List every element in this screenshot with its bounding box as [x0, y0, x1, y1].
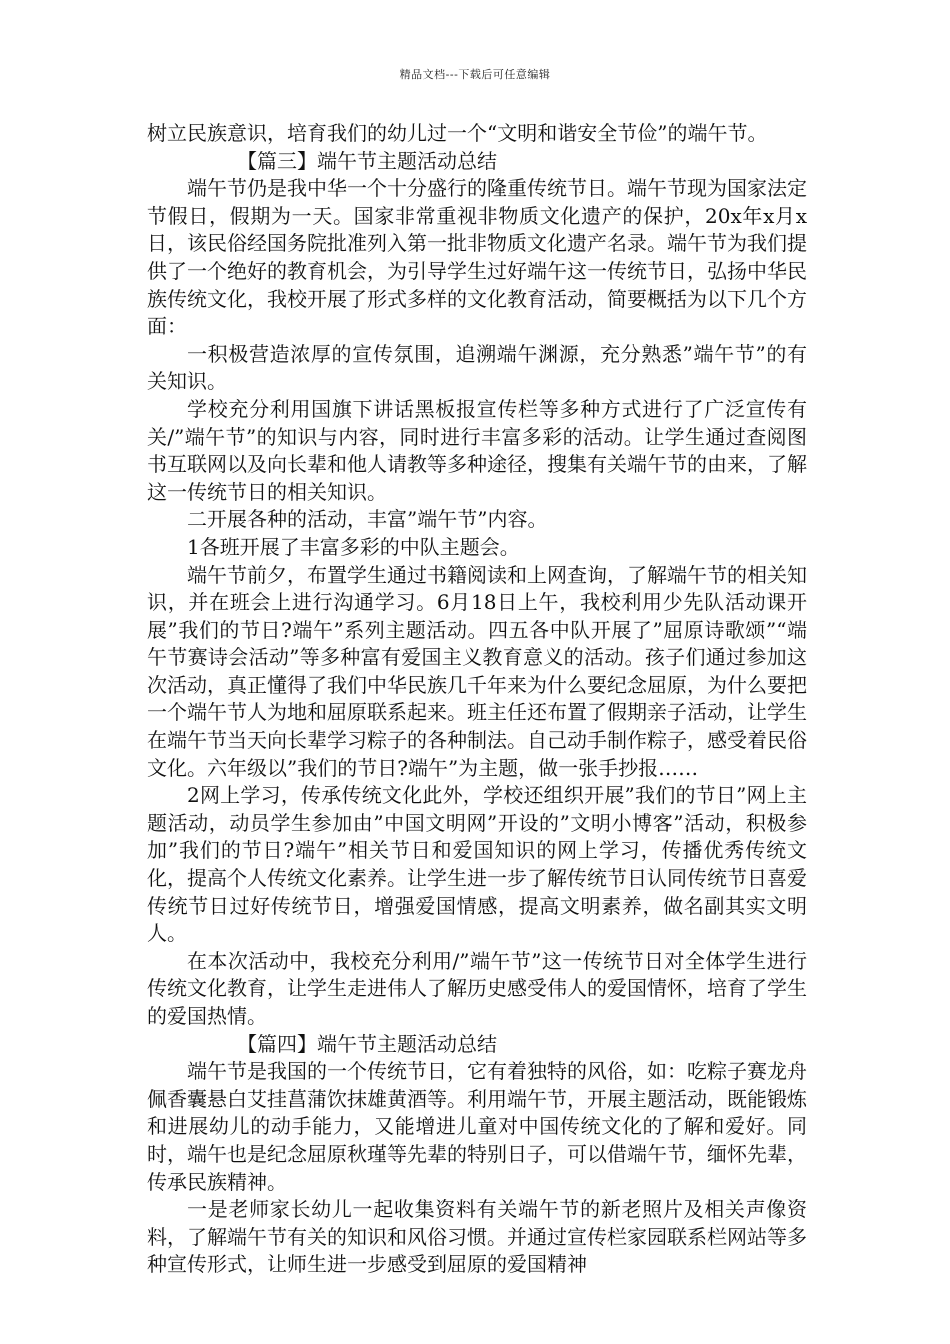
- paragraph-12: 端午节是我国的一个传统节日，它有着独特的风俗，如：吃粽子赛龙舟佩香囊悬白艾挂菖蒲饮抹雄黄酒等。利用端午节，开展主题活动，既能锻炼和进展幼儿的动手能力，又能增进儿童对中国传统文化的了解和爱好。同时，端午也是纪念屈原秋瑾等先辈的特别日子，可以借端午节，缅怀先辈，传承民族精神。: [147, 1059, 807, 1194]
- paragraph-1: 树立民族意识，培育我们的幼儿过一个“文明和谐安全节俭”的端午节。: [147, 121, 768, 145]
- paragraph-10: 在本次活动中，我校充分利用/”端午节”这一传统节日对全体学生进行传统文化教育，让学生走进伟人了解历史感受伟人的爱国情怀，培育了学生的爱国热情。: [147, 948, 807, 1028]
- paragraph-6: 二开展各种的活动，丰富”端午节”内容。: [187, 507, 548, 532]
- section-heading-4: 【篇四】端午节主题活动总结: [237, 1031, 497, 1056]
- page-header: 精品文档---下载后可任意编辑: [399, 68, 551, 81]
- paragraph-4: 一积极营造浓厚的宣传氛围，追溯端午渊源，充分熟悉”端午节”的有关知识。: [147, 341, 807, 394]
- paragraph-9: 2网上学习，传承传统文化此外，学校还组织开展”我们的节日”网上主题活动，动员学生参加由”中国文明网”开设的”文明小博客”活动，积极参加”我们的节日?端午”相关节日和爱国知识的网上学习，传播优秀传统文化，提高个人传统文化素养。让学生进一步了解传统节日认同传统节日喜爱传统节日过好传统节日，增强爱国情感，提高文明素养，做名副其实文明人。: [147, 783, 807, 946]
- paragraph-13: 一是老师家长幼儿一起收集资料有关端午节的新老照片及相关声像资料，了解端午节有关的知识和风俗习惯。并通过宣传栏家园联系栏网站等多种宣传形式，让师生进一步感受到屈原的爱国精神: [147, 1197, 807, 1277]
- section-heading-3: 【篇三】端午节主题活动总结: [237, 148, 497, 173]
- paragraph-3: 端午节仍是我中华一个十分盛行的隆重传统节日。端午节现为国家法定节假日，假期为一天。国家非常重视非物质文化遗产的保护，20x年x月x日，该民俗经国务院批准列入第一批非物质文化遗产名录。端午节为我们提供了一个绝好的教育机会，为引导学生过好端午这一传统节日，弘扬中华民族传统文化，我校开展了形式多样的文化教育活动，简要概括为以下几个方面：: [147, 176, 807, 339]
- paragraph-5: 学校充分利用国旗下讲话黑板报宣传栏等多种方式进行了广泛宣传有关/”端午节”的知识与内容，同时进行丰富多彩的活动。让学生通过查阅图书互联网以及向长辈和他人请教等多种途径，搜集有关端午节的由来，了解这一传统节日的相关知识。: [147, 396, 807, 504]
- paragraph-8: 端午节前夕，布置学生通过书籍阅读和上网查询，了解端午节的相关知识，并在班会上进行沟通学习。6月18日上午，我校利用少先队活动课开展”我们的节日?端午”系列主题活动。四五各中队开展了”屈原诗歌颂”“端午节赛诗会活动”等多种富有爱国主义教育意义的活动。孩子们通过参加这次活动，真正懂得了我们中华民族几千年来为什么要纪念屈原，为什么要把一个端午节人为地和屈原联系起来。班主任还布置了假期亲子活动，让学生在端午节当天向长辈学习粽子的各种制法。自己动手制作粽子，感受着民俗文化。六年级以”我们的节日?端午”为主题，做一张手抄报……: [147, 562, 807, 780]
- paragraph-7: 1各班开展了丰富多彩的中队主题会。: [187, 534, 520, 559]
- document-body: [147, 120, 807, 1279]
